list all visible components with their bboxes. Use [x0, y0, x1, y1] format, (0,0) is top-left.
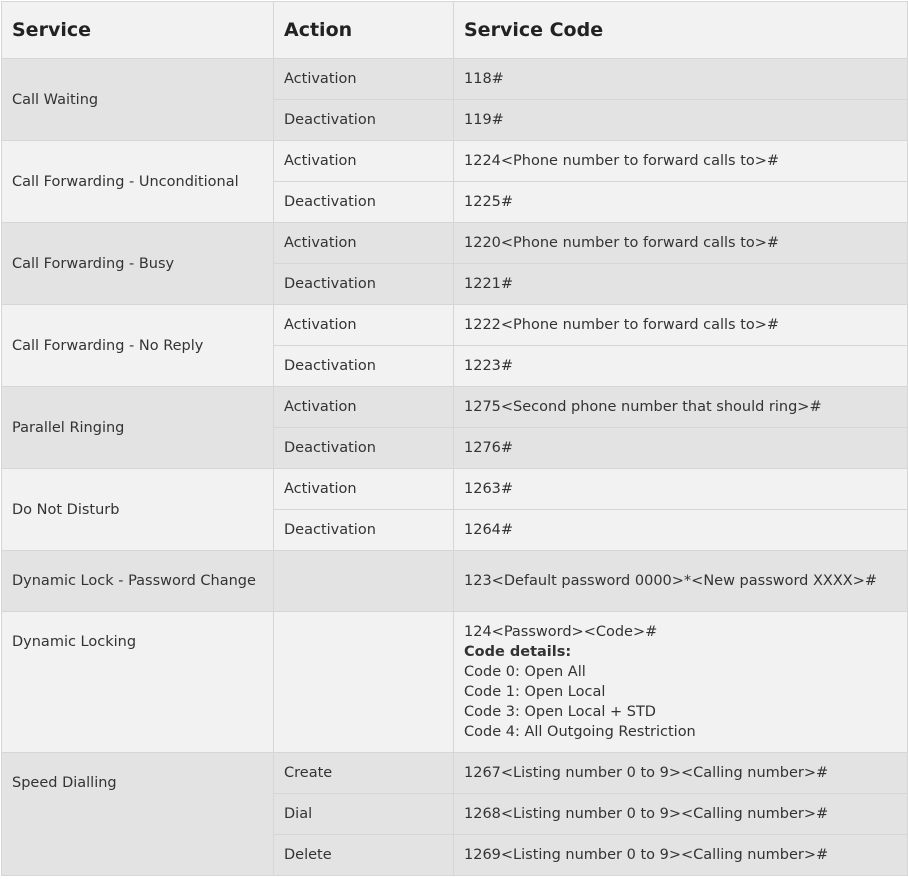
action-cell — [274, 612, 454, 753]
action-cell: Activation — [274, 469, 454, 510]
code-cell — [454, 612, 908, 753]
service-name: Do Not Disturb — [2, 469, 274, 551]
header-service: Service — [2, 2, 274, 59]
action-cell: Create — [274, 753, 454, 794]
action-cell: Deactivation — [274, 264, 454, 305]
code-cell: 123<Default password 0000>*<New password XXXX># — [454, 551, 908, 612]
table-row — [2, 551, 908, 612]
action-cell: Deactivation — [274, 346, 454, 387]
code-cell: 1264# — [454, 510, 908, 551]
action-cell — [274, 551, 454, 612]
code-cell: 1223# — [454, 346, 908, 387]
code-cell: 1222<Phone number to forward calls to># — [454, 305, 908, 346]
code-cell: 1221# — [454, 264, 908, 305]
action-cell: Activation — [274, 305, 454, 346]
code-cell: 1267<Listing number 0 to 9><Calling number># — [454, 753, 908, 794]
code-cell: 118# — [454, 59, 908, 100]
code-detail: Code 3: Open Local + STD — [464, 704, 656, 720]
service-name: Call Forwarding - No Reply — [2, 305, 274, 387]
action-cell: Activation — [274, 59, 454, 100]
code-cell: 1276# — [454, 428, 908, 469]
action-cell: Deactivation — [274, 428, 454, 469]
header-service-code: Service Code — [454, 2, 908, 59]
service-name: Speed Dialling — [2, 753, 274, 876]
table-row — [2, 305, 908, 346]
service-codes-table — [1, 1, 908, 876]
table-row — [2, 469, 908, 510]
action-cell: Activation — [274, 141, 454, 182]
code-cell: 1268<Listing number 0 to 9><Calling number># — [454, 794, 908, 835]
action-cell: Activation — [274, 387, 454, 428]
action-cell: Deactivation — [274, 182, 454, 223]
header-action: Action — [274, 2, 454, 59]
code-value: 124<Password><Code># — [464, 624, 658, 640]
action-cell: Activation — [274, 223, 454, 264]
service-name: Dynamic Locking — [2, 612, 274, 753]
code-cell: 1263# — [454, 469, 908, 510]
table-row — [2, 753, 908, 794]
table-header-row — [2, 2, 908, 59]
table-row — [2, 387, 908, 428]
table-row — [2, 59, 908, 100]
code-cell: 1269<Listing number 0 to 9><Calling number># — [454, 835, 908, 876]
service-name: Call Forwarding - Busy — [2, 223, 274, 305]
table-row — [2, 223, 908, 264]
code-detail: Code 1: Open Local — [464, 684, 606, 700]
action-cell: Dial — [274, 794, 454, 835]
code-detail: Code 0: Open All — [464, 664, 586, 680]
code-details-label: Code details: — [464, 644, 572, 660]
code-cell: 1224<Phone number to forward calls to># — [454, 141, 908, 182]
service-name: Call Forwarding - Unconditional — [2, 141, 274, 223]
table-row — [2, 612, 908, 753]
code-cell: 1275<Second phone number that should ring># — [454, 387, 908, 428]
action-cell: Delete — [274, 835, 454, 876]
table-row — [2, 141, 908, 182]
action-cell: Deactivation — [274, 100, 454, 141]
service-name: Parallel Ringing — [2, 387, 274, 469]
code-cell: 1220<Phone number to forward calls to># — [454, 223, 908, 264]
code-cell: 1225# — [454, 182, 908, 223]
code-cell: 119# — [454, 100, 908, 141]
code-detail: Code 4: All Outgoing Restriction — [464, 724, 696, 740]
action-cell: Deactivation — [274, 510, 454, 551]
service-name: Call Waiting — [2, 59, 274, 141]
service-name: Dynamic Lock - Password Change — [2, 551, 274, 612]
